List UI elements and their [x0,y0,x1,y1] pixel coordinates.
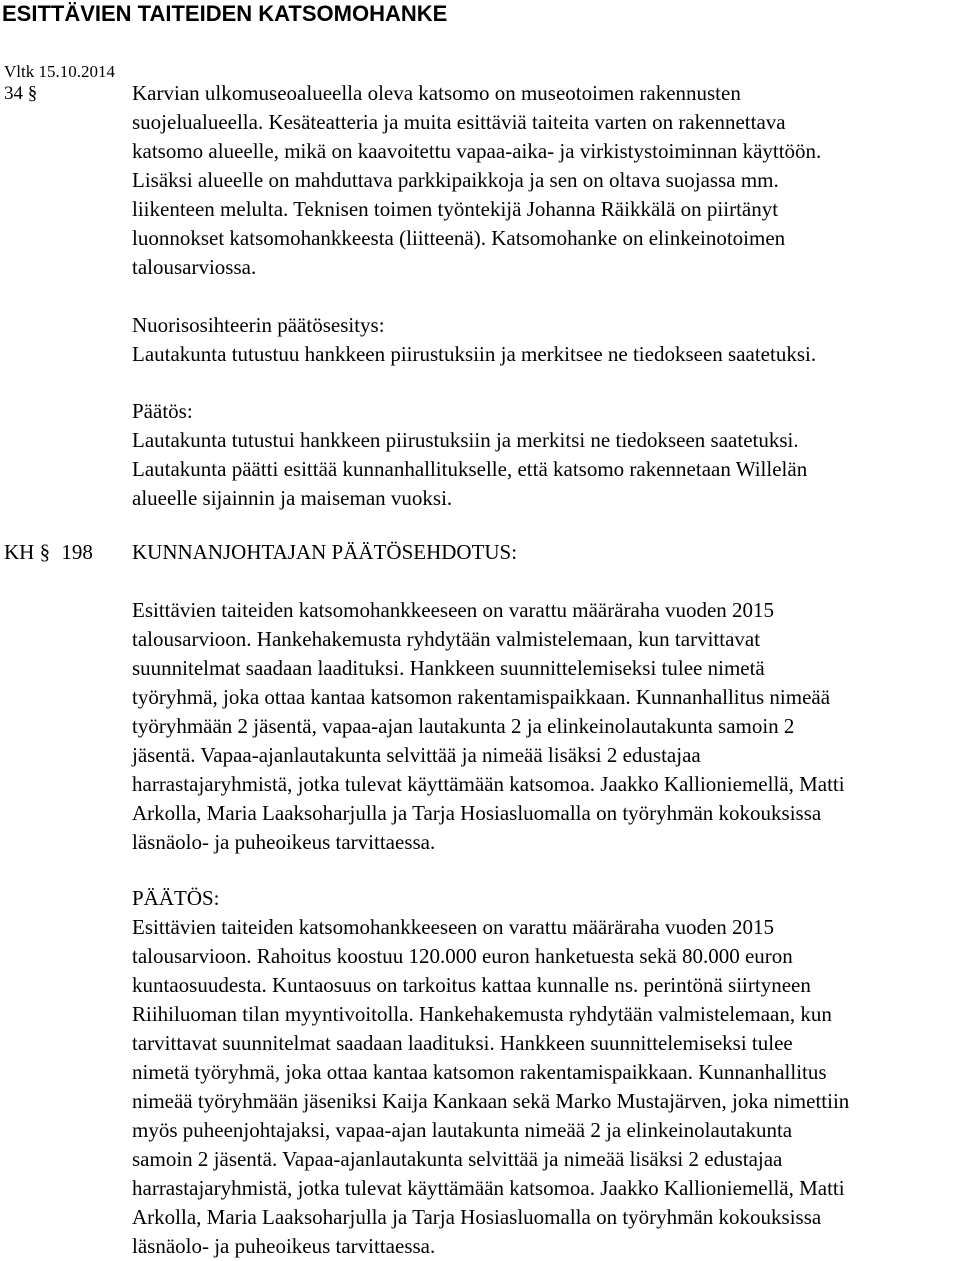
paragraph-line: Lautakunta päätti esittää kunnanhallitukselle, että katsomo rakennetaan Willelän [132,457,808,481]
paragraph-line: samoin 2 jäsentä. Vapaa-ajanlautakunta selvittää ja nimeää lisäksi 2 edustajaa [132,1147,783,1171]
paragraph-line: tarvittavat suunnitelmat saadaan laadituksi. Hankkeen suunnittelemiseksi tulee [132,1031,793,1055]
paragraph-line: Arkolla, Maria Laaksoharjulla ja Tarja Hosiasluomalla on työryhmän kokouksissa [132,801,822,825]
paragraph-line: työryhmään 2 jäsentä, vapaa-ajan lautakunta 2 ja elinkeinolautakunta samoin 2 [132,714,795,738]
paragraph-line: läsnäolo- ja puheoikeus tarvittaessa. [132,830,436,854]
section-34-body [132,79,956,282]
section-34-proposal [132,311,956,369]
section-kh198-proposal [132,596,956,857]
decision-heading: Päätös: [132,399,193,423]
paragraph-line: Esittävien taiteiden katsomohankkeeseen on varattu määräraha vuoden 2015 [132,915,775,939]
paragraph-line: liikenteen melulta. Teknisen toimen työntekijä Johanna Räikkälä on piirtänyt [132,197,779,221]
paragraph-line: Esittävien taiteiden katsomohankkeeseen on varattu määräraha vuoden 2015 [132,598,775,622]
paragraph-line: kuntaosuudesta. Kuntaosuus on tarkoitus kattaa kunnalle ns. perintönä siirtyneen [132,973,811,997]
paragraph-line: työryhmä, joka ottaa kantaa katsomon rakentamispaikkaan. Kunnanhallitus nimeää [132,685,831,709]
section-prefix: KH [4,540,35,564]
paragraph-line: myös puheenjohtajaksi, vapaa-ajan lautakunta nimeää 2 ja elinkeinolautakunta [132,1118,793,1142]
section-kh198-decision [132,884,956,1261]
paragraph-line: nimeää työryhmään jäseniksi Kaija Kankaan sekä Marko Mustajärven, joka nimettiin [132,1089,850,1113]
meeting-reference: Vltk 15.10.2014 [4,62,115,81]
paragraph-line: nimetä työryhmä, joka ottaa kantaa katsomon rakentamispaikkaan. Kunnanhallitus [132,1060,827,1084]
paragraph-line: suojelualueella. Kesäteatteria ja muita esittäviä taiteita varten on rakennettava [132,110,786,134]
paragraph-line: harrastajaryhmistä, jotka tulevat käyttämään katsomoa. Jaakko Kallioniemellä, Matti [132,772,845,796]
paragraph-line: katsomo alueelle, mikä on kaavoitettu vapaa-aika- ja virkistystoiminnan käyttöön. [132,139,822,163]
paragraph-line: Lautakunta tutustui hankkeen piirustuksiin ja merkitsi ne tiedokseen saatetuksi. [132,428,799,452]
paragraph-line: Arkolla, Maria Laaksoharjulla ja Tarja Hosiasluomalla on työryhmän kokouksissa [132,1205,822,1229]
paragraph-line: Karvian ulkomuseoalueella oleva katsomo on museotoimen rakennusten [132,81,741,105]
section-34-decision [132,397,956,513]
paragraph-line: läsnäolo- ja puheoikeus tarvittaessa. [132,1234,436,1258]
paragraph-line: Riihiluoman tilan myyntivoitolla. Hankehakemusta ryhdytään valmistelemaan, kun [132,1002,832,1026]
paragraph-line: jäsentä. Vapaa-ajanlautakunta selvittää ja nimeää lisäksi 2 edustajaa [132,743,701,767]
section-kh198-heading [132,538,956,567]
section-kh198-label [4,538,93,567]
section-sign: § [39,540,51,564]
paragraph-line: talousarvioon. Rahoitus koostuu 120.000 euron hanketuesta sekä 80.000 euron [132,944,793,968]
paragraph-line: suunnitelmat saadaan laadituksi. Hankkeen suunnittelemiseksi tulee nimetä [132,656,765,680]
paragraph-line: harrastajaryhmistä, jotka tulevat käyttämään katsomoa. Jaakko Kallioniemellä, Matti [132,1176,845,1200]
paragraph-line: talousarvioon. Hankehakemusta ryhdytään valmistelemaan, kun tarvittavat [132,627,761,651]
section-number: 198 [61,540,93,564]
paragraph-line: alueelle sijainnin ja maiseman vuoksi. [132,486,453,510]
paragraph-line: luonnokset katsomohankkeesta (liitteenä). Katsomohanke on elinkeinotoimen [132,226,786,250]
proposal-heading: Nuorisosihteerin päätösesitys: [132,313,385,337]
paragraph-line: talousarviossa. [132,255,257,279]
document-title: ESITTÄVIEN TAITEIDEN KATSOMOHANKE [2,1,448,26]
decision-heading: PÄÄTÖS: [132,886,220,910]
paragraph-line: Lisäksi alueelle on mahduttava parkkipaikkoja ja sen on oltava suojassa mm. [132,168,779,192]
section-34-label: 34 § [4,83,38,104]
proposal-heading: KUNNANJOHTAJAN PÄÄTÖSEHDOTUS: [132,540,518,564]
paragraph-line: Lautakunta tutustuu hankkeen piirustuksiin ja merkitsee ne tiedokseen saatetuksi. [132,342,817,366]
